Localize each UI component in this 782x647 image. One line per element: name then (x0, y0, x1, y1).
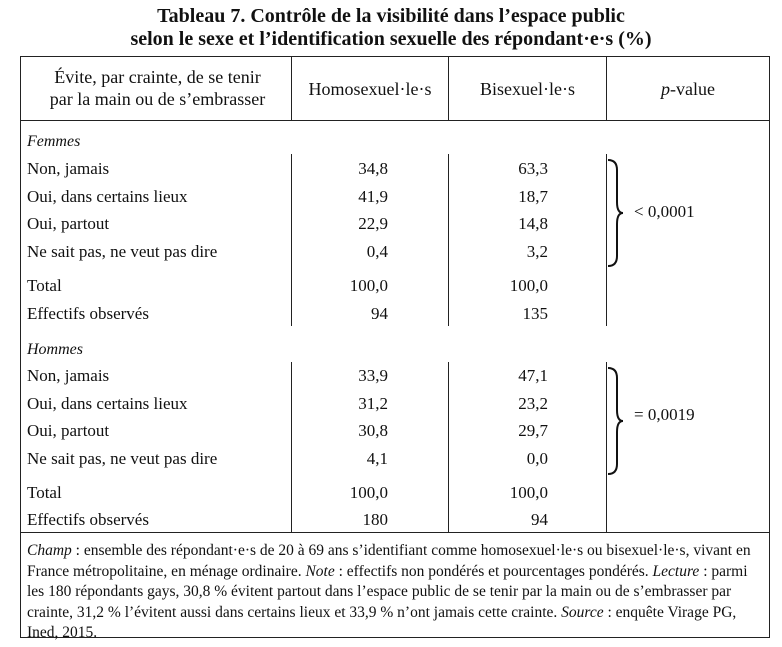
note-lecture-label: Lecture (652, 562, 700, 580)
row-label-total: Total (27, 276, 62, 295)
cell-homo-effectifs: 180 (362, 510, 388, 529)
cell-homo-total: 100,0 (349, 483, 388, 502)
header-bisexuels: Bisexuel·le·s (480, 79, 575, 99)
header-question: Évite, par crainte, de se tenir par la main ou de s’embrasser (49, 67, 266, 109)
cell-bi-effectifs: 135 (522, 304, 548, 323)
row-label: Oui, dans certains lieux (27, 394, 188, 413)
note-champ-label: Champ (27, 542, 72, 559)
row-label: Non, jamais (27, 366, 110, 385)
header-pvalue: p-value (661, 79, 715, 99)
cell-bi: 0,0 (526, 449, 548, 468)
brace-femmes (600, 158, 626, 268)
cell-bi-total: 100,0 (509, 483, 548, 502)
cell-homo-total: 100,0 (349, 276, 388, 295)
cell-bi-effectifs: 94 (531, 510, 548, 529)
pvalue-hommes: = 0,0019 (634, 405, 695, 424)
col-divider-2-femmes (448, 154, 449, 326)
note-source-label: Source (561, 603, 604, 621)
note-divider (20, 532, 770, 533)
row-label: Oui, partout (27, 421, 110, 440)
cell-bi: 14,8 (518, 214, 548, 233)
row-label-effectifs: Effectifs observés (27, 510, 149, 529)
row-label: Ne sait pas, ne veut pas dire (27, 449, 218, 468)
cell-bi-total: 100,0 (509, 276, 548, 295)
col-divider-1-femmes (291, 154, 292, 326)
col-divider-2-hommes (448, 362, 449, 532)
cell-bi: 63,3 (518, 159, 548, 178)
row-label-effectifs: Effectifs observés (27, 304, 149, 323)
cell-homo: 41,9 (358, 187, 388, 206)
col-divider-1-hommes (291, 362, 292, 532)
section-label-hommes: Hommes (27, 341, 83, 358)
cell-bi: 29,7 (518, 421, 548, 440)
row-label: Oui, dans certains lieux (27, 187, 188, 206)
cell-bi: 23,2 (518, 394, 548, 413)
cell-homo-effectifs: 94 (371, 304, 388, 323)
cell-homo: 30,8 (358, 421, 388, 440)
cell-bi: 47,1 (518, 366, 548, 385)
table-title-line1: Tableau 7. Contrôle de la visibilité dans l’espace public (157, 5, 625, 27)
cell-bi: 3,2 (526, 242, 548, 261)
header-homosexuels: Homosexuel·le·s (308, 79, 432, 99)
cell-homo: 0,4 (366, 242, 388, 261)
row-label: Oui, partout (27, 214, 110, 233)
row-label: Ne sait pas, ne veut pas dire (27, 242, 218, 261)
cell-homo: 31,2 (358, 394, 388, 413)
row-label-total: Total (27, 483, 62, 502)
header-divider (20, 120, 770, 121)
cell-homo: 22,9 (358, 214, 388, 233)
brace-hommes (600, 366, 626, 476)
cell-homo: 4,1 (366, 449, 388, 468)
row-label: Non, jamais (27, 159, 110, 178)
note-note-label: Note (305, 562, 335, 580)
table-note: Champ : ensemble des répondant·e·s de 20 à 69 ans s’identifiant comme homosexuel·le·s ou bisexuel·le·s, vivant en France métropolitaine, en ménage ordinaire. Note : effectifs non pondérés et pourcentages pondérés. Lecture : parmi les 180 répondants gays, 30,8 % évitent partout dans l’espace public de se tenir par la main ou de s’embrasser par crainte, 31,2 % l’évitent aussi dans certains lieux et 33,9 % n’ont jamais cette crainte. Source : enquête Virage PG, Ined, 2015. (27, 542, 751, 641)
cell-homo: 33,9 (358, 366, 388, 385)
table-title-line2: selon le sexe et l’identification sexuelle des répondant·e·s (%) (130, 28, 652, 50)
section-label-femmes: Femmes (27, 133, 81, 150)
pvalue-femmes: < 0,0001 (634, 202, 695, 221)
cell-homo: 34,8 (358, 159, 388, 178)
cell-bi: 18,7 (518, 187, 548, 206)
